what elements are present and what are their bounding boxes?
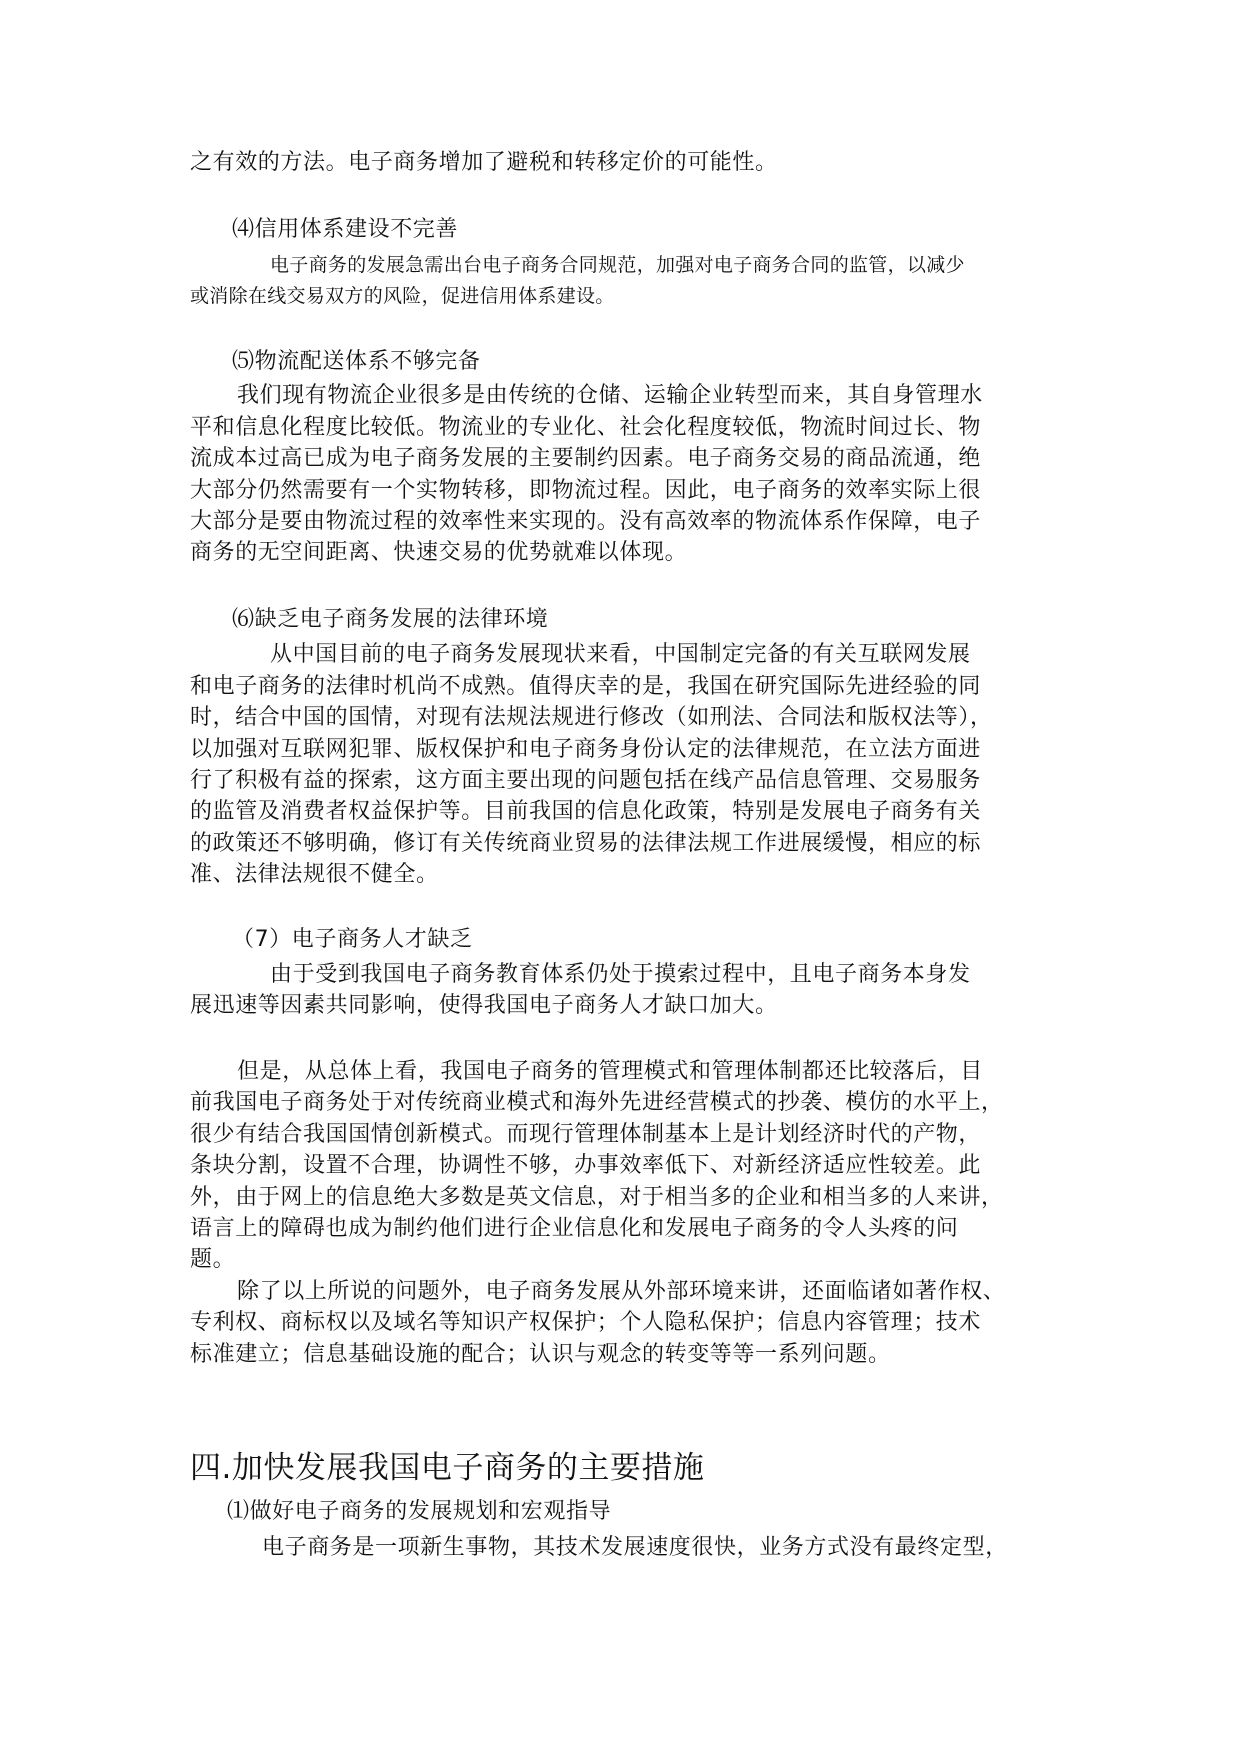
paragraph-line: 和电子商务的法律时机尚不成熟。值得庆幸的是，我国在研究国际先进经验的同 xyxy=(190,674,982,699)
paragraph-line: 的监管及消费者权益保护等。目前我国的信息化政策，特别是发展电子商务有关 xyxy=(190,799,982,824)
paragraph-line: 时，结合中国的国情，对现有法规法规进行修改（如刑法、合同法和版权法等）， xyxy=(190,705,993,730)
paragraph-line: 流成本过高已成为电子商务发展的主要制约因素。电子商务交易的商品流通，绝 xyxy=(190,446,982,471)
section-heading-credit: ⑷信用体系建设不完善 xyxy=(232,217,459,242)
section-heading-talent: （7）电子商务人才缺乏 xyxy=(232,927,473,952)
paragraph-line: 语言上的障碍也成为制约他们进行企业信息化和发展电子商务的令人头疼的问 xyxy=(190,1216,959,1241)
paragraph-line: 准、法律法规很不健全。 xyxy=(190,862,439,887)
paragraph-line: 以加强对互联网犯罪、版权保护和电子商务身份认定的法律规范，在立法方面进 xyxy=(190,737,982,762)
paragraph-line: 的政策还不够明确，修订有关传统商业贸易的法律法规工作进展缓慢，相应的标 xyxy=(190,831,982,856)
paragraph-line: 由于受到我国电子商务教育体系仍处于摸索过程中，且电子商务本身发 xyxy=(270,962,971,987)
paragraph-line: 前我国电子商务处于对传统商业模式和海外先进经营模式的抄袭、模仿的水平上， xyxy=(190,1090,1004,1115)
paragraph-line: 我们现有物流企业很多是由传统的仓储、运输企业转型而来，其自身管理水 xyxy=(237,383,983,408)
paragraph-line: 行了积极有益的探索，这方面主要出现的问题包括在线产品信息管理、交易服务 xyxy=(190,768,982,793)
paragraph-line: 外，由于网上的信息绝大多数是英文信息，对于相当多的企业和相当多的人来讲， xyxy=(190,1185,1004,1210)
paragraph-line: 电子商务是一项新生事物，其技术发展速度很快，业务方式没有最终定型， xyxy=(262,1535,1008,1560)
paragraph-line: 之有效的方法。电子商务增加了避税和转移定价的可能性。 xyxy=(190,150,778,175)
section-heading-legal: ⑹缺乏电子商务发展的法律环境 xyxy=(232,607,549,632)
paragraph-line: 展迅速等因素共同影响，使得我国电子商务人才缺口加大。 xyxy=(190,993,778,1018)
paragraph-line: 大部分仍然需要有一个实物转移，即物流过程。因此，电子商务的效率实际上很 xyxy=(190,478,982,503)
paragraph-line: 或消除在线交易双方的风险，促进信用体系建设。 xyxy=(190,285,615,307)
paragraph-line: 条块分割，设置不合理，协调性不够，办事效率低下、对新经济适应性较差。此 xyxy=(190,1153,982,1178)
paragraph-line: 平和信息化程度比较低。物流业的专业化、社会化程度较低，物流时间过长、物 xyxy=(190,415,982,440)
paragraph-line: 电子商务的发展急需出台电子商务合同规范，加强对电子商务合同的监管，以减少 xyxy=(270,254,965,276)
paragraph-line: 很少有结合我国国情创新模式。而现行管理体制基本上是计划经济时代的产物， xyxy=(190,1122,982,1147)
paragraph-line: 题。 xyxy=(190,1247,236,1272)
section-heading-planning: ⑴做好电子商务的发展规划和宏观指导 xyxy=(227,1499,612,1524)
paragraph-line: 除了以上所说的问题外，电子商务发展从外部环境来讲，还面临诸如著作权、 xyxy=(237,1279,1006,1304)
paragraph-line: 专利权、商标权以及域名等知识产权保护；个人隐私保护；信息内容管理；技术 xyxy=(190,1310,982,1335)
section-heading-logistics: ⑸物流配送体系不够完备 xyxy=(232,349,481,374)
paragraph-line: 但是，从总体上看，我国电子商务的管理模式和管理体制都还比较落后，目 xyxy=(237,1059,983,1084)
paragraph-line: 商务的无空间距离、快速交易的优势就难以体现。 xyxy=(190,540,688,565)
paragraph-line: 标准建立；信息基础设施的配合；认识与观念的转变等等一系列问题。 xyxy=(190,1342,891,1367)
chapter-title: 四.加快发展我国电子商务的主要措施 xyxy=(190,1450,705,1486)
paragraph-line: 大部分是要由物流过程的效率性来实现的。没有高效率的物流体系作保障，电子 xyxy=(190,509,982,534)
paragraph-line: 从中国目前的电子商务发展现状来看，中国制定完备的有关互联网发展 xyxy=(270,642,971,667)
